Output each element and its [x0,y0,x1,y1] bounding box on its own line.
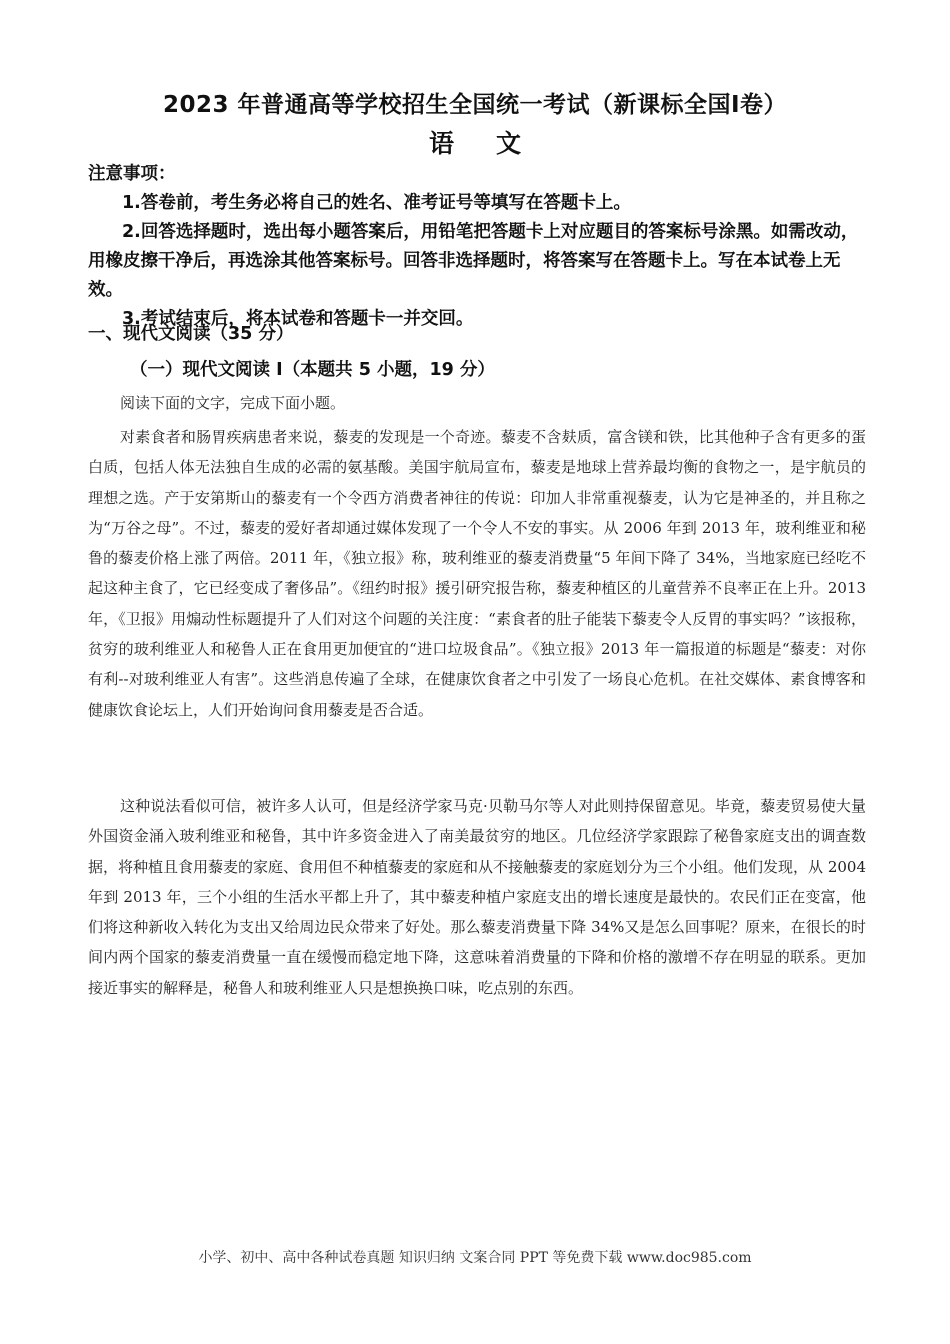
subsection-heading: （一）现代文阅读 I（本题共 5 小题，19 分） [130,360,495,380]
section-heading: 一、现代文阅读（35 分） [88,324,294,344]
passage-paragraph-1: 对素食者和肠胃疾病患者来说，藜麦的发现是一个奇迹。藜麦不含麸质，富含镁和铁，比其他种子含有更多的蛋白质，包括人体无法独自生成的必需的氨基酸。美国宇航局宣布，藜麦是地球上营养最均衡的食物之一，是宇航员的理想之选。产于安第斯山的藜麦有一个令西方消费者神往的传说：印加人非常重视藜麦，认为它是神圣的，并且称之为“万谷之母”。不过，藜麦的爱好者却通过媒体发现了一个令人不安的事实。从 2006 年到 2013 年，玻利维亚和秘鲁的藜麦价格上涨了两倍。2011 年，《独立报》称，玻利维亚的藜麦消费量“5 年间下降了 34%，当地家庭已经吃不起这种主食了，它已经变成了奢侈品”。《纽约时报》援引研究报告称，藜麦种植区的儿童营养不良率正在上升。2013 年，《卫报》用煽动性标题提升了人们对这个问题的关注度：“素食者的肚子能装下藜麦令人反胃的事实吗？”该报称，贫穷的玻利维亚人和秘鲁人正在食用更加便宜的“进口垃圾食品”。《独立报》2013 年一篇报道的标题是“藜麦：对你有利--对玻利维亚人有害”。这些消息传遍了全球，在健康饮食者之中引发了一场良心危机。在社交媒体、素食博客和健康饮食论坛上，人们开始询问食用藜麦是否合适。 [88,428,866,719]
reading-instruction: 阅读下面的文字，完成下面小题。 [120,394,346,412]
notice-item-2: 2.回答选择题时，选出每小题答案后，用铅笔把答题卡上对应题目的答案标号涂黑。如需改动，用橡皮擦干净后，再选涂其他答案标号。回答非选择题时，将答案写在答题卡上。写在本试卷上无效。 [88,222,859,300]
subject-title: 语文 [428,129,563,158]
passage-paragraph-2: 这种说法看似可信，被许多人认可，但是经济学家马克·贝勒马尔等人对此则持保留意见。毕竟，藜麦贸易使大量外国资金涌入玻利维亚和秘鲁，其中许多资金进入了南美最贫穷的地区。几位经济学家跟踪了秘鲁家庭支出的调查数据，将种植且食用藜麦的家庭、食用但不种植藜麦的家庭和从不接触藜麦的家庭划分为三个小组。他们发现，从 2004 年到 2013 年，三个小组的生活水平都上升了，其中藜麦种植户家庭支出的增长速度是最快的。农民们正在变富，他们将这种新收入转化为支出又给周边民众带来了好处。那么藜麦消费量下降 34%又是怎么回事呢？原来，在很长的时间内两个国家的藜麦消费量一直在缓慢而稳定地下降，这意味着消费量的下降和价格的激增不存在明显的联系。更加接近事实的解释是，秘鲁人和玻利维亚人只是想换换口味，吃点别的东西。 [88,797,866,997]
page-footer: 小学、初中、高中各种试卷真题 知识归纳 文案合同 PPT 等免费下载 www.doc985.com [198,1250,752,1266]
notice-item-1: 1.答卷前，考生务必将自己的姓名、准考证号等填写在答题卡上。 [122,193,631,213]
notice-item-3: 3.考试结束后，将本试卷和答题卡一并交回。 [122,309,474,329]
notice-block [88,160,868,334]
exam-title: 2023 年普通高等学校招生全国统一考试（新课标全国Ⅰ卷） [162,92,788,118]
notice-heading: 注意事项： [88,164,176,184]
